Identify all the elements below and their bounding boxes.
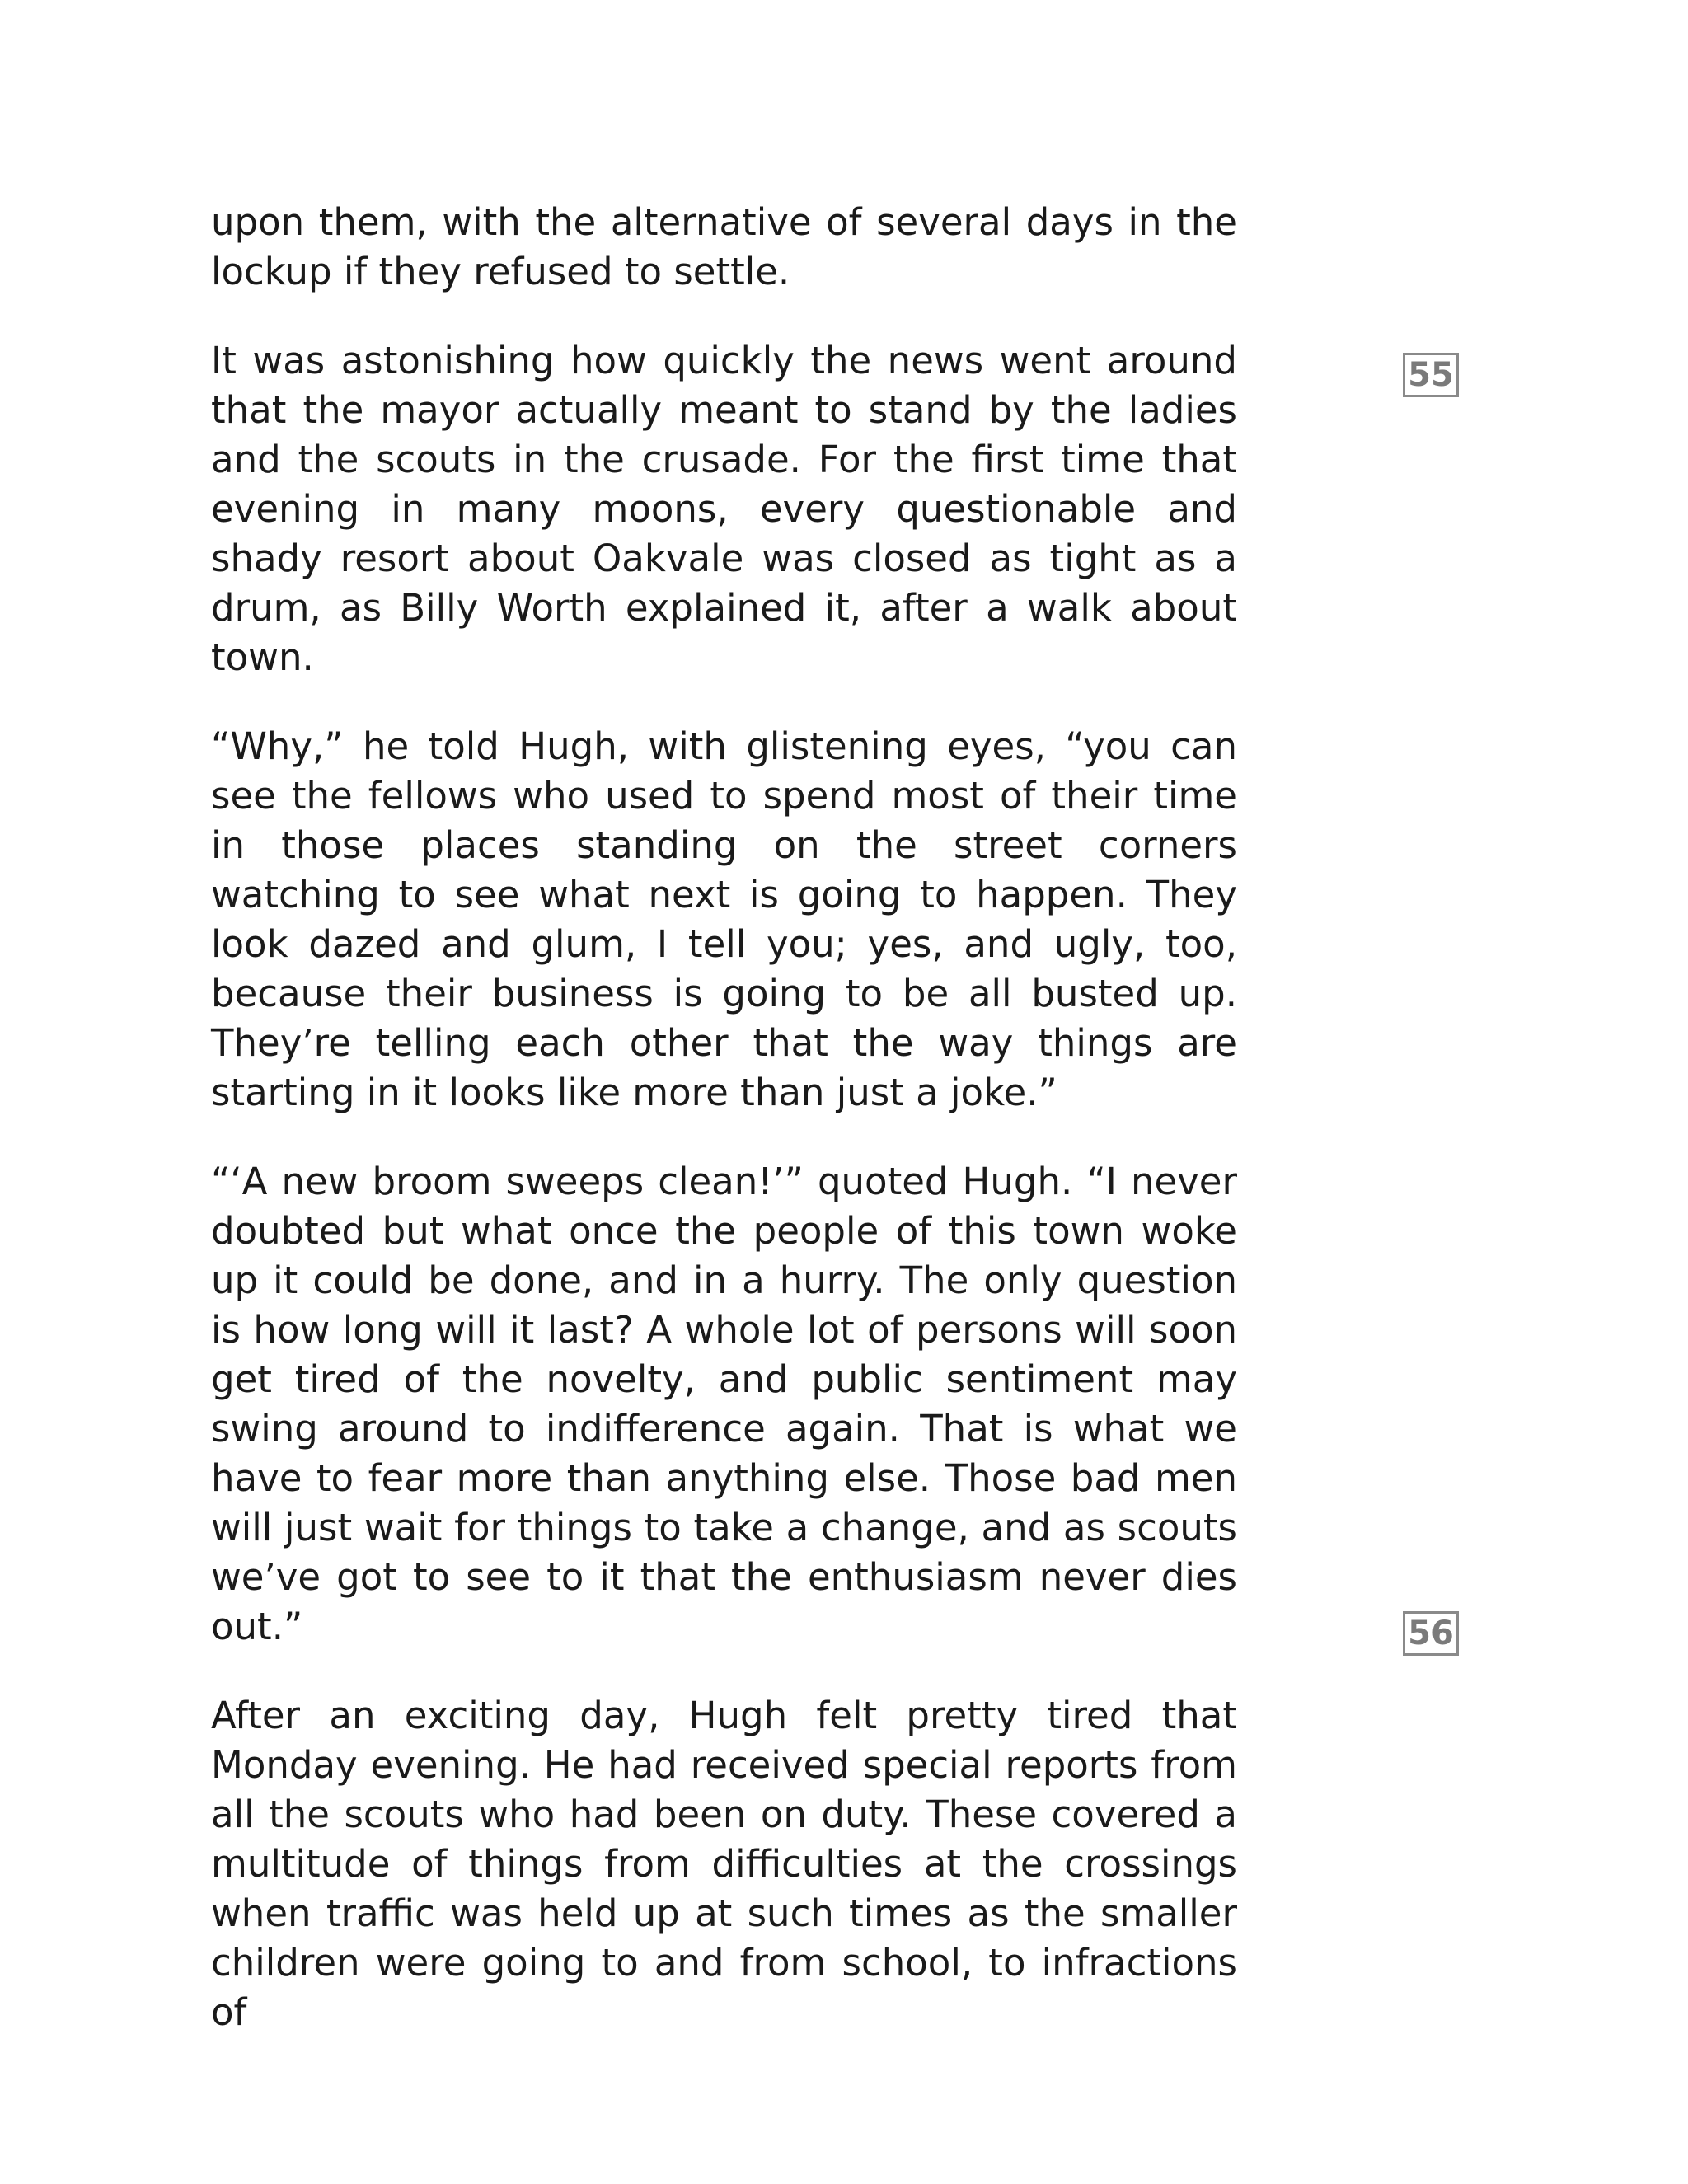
text-column xyxy=(211,198,1237,2077)
paragraph: “‘A new broom sweeps clean!’” quoted Hugh. “I never doubted but what once the people of this town woke up it could be done, and in a hurry. The only question is how long will it last? A whole lot of persons will soon get tired of the novelty, and public sentiment may swing around to indifference again. That is what we have to fear more than anything else. Those bad men will just wait for things to take a change, and as scouts we’ve got to see to it that the enthusiasm never dies out.” xyxy=(211,1160,1237,1648)
paragraph: After an exciting day, Hugh felt pretty tired that Monday evening. He had received special reports from all the scouts who had been on duty. These covered a multitude of things from difficulties at the crossings when traffic was held up at such times as the smaller children were going to and from school, to infractions of xyxy=(211,1694,1237,2034)
paragraph: “Why,” he told Hugh, with glistening eyes, “you can see the fellows who used to spend most of their time in those places standing on the street corners watching to see what next is going to happen. They look dazed and glum, I tell you; yes, and ugly, too, because their business is going to be all busted up. They’re telling each other that the way things are starting in it looks like more than just a joke.” xyxy=(211,724,1237,1114)
page-number-marker: 56 xyxy=(1403,1611,1459,1656)
paragraph: It was astonishing how quickly the news went around that the mayor actually meant to stand by the ladies and the scouts in the crusade. For the first time that evening in many moons, every questionable and shady resort about Oakvale was closed as tight as a drum, as Billy Worth explained it, after a walk about town. xyxy=(211,339,1237,679)
paragraph: upon them, with the alternative of several days in the lockup if they refused to settle. xyxy=(211,200,1237,293)
page-number-marker: 55 xyxy=(1403,353,1459,397)
